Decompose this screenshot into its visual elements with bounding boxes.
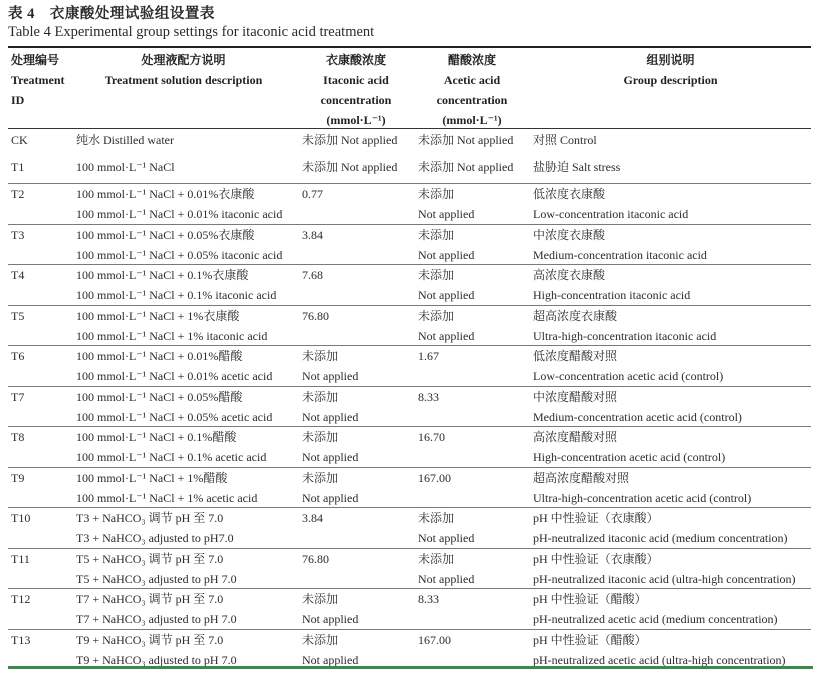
- cell-group: [533, 225, 707, 265]
- top-rule: [8, 46, 811, 48]
- cell-itaconic: [302, 427, 358, 467]
- header-text: concentration: [436, 93, 508, 107]
- cell-text: 对照 Control: [533, 133, 597, 147]
- header-text: ID: [11, 93, 25, 107]
- cell-text: 167.00: [418, 632, 451, 647]
- cell-text: 16.70: [418, 430, 445, 444]
- cell-text: 未添加 Not applied: [302, 160, 398, 174]
- cell-group: [533, 630, 786, 670]
- cell-acetic: [418, 184, 474, 224]
- cell-solution: [76, 589, 237, 629]
- cell-acetic: [418, 346, 439, 366]
- cell-solution: [76, 130, 174, 150]
- cell-text: Medium-concentration itaconic acid: [533, 247, 707, 262]
- header-acetic: [418, 50, 526, 130]
- cell-text: Not applied: [418, 207, 475, 221]
- cell-text: 未添加 Not applied: [302, 133, 398, 147]
- cell-text: Ultra-high-concentration itaconic acid: [533, 328, 717, 343]
- cell-group: [533, 589, 778, 629]
- cell-text: pH 中性验证（衣康酸）: [533, 551, 659, 566]
- cell-text: Not applied: [302, 612, 359, 626]
- cell-text: pH 中性验证（衣康酸）: [533, 511, 659, 525]
- cell-treatment-id: [11, 549, 30, 569]
- header-treatment-id: [11, 50, 65, 110]
- cell-text: 高浓度醋酸对照: [533, 430, 618, 444]
- cell-treatment-id: [11, 157, 24, 177]
- cell-itaconic: [302, 225, 323, 245]
- cell-text: 8.33: [418, 592, 439, 606]
- cell-group: [533, 130, 597, 150]
- table-row: [8, 130, 811, 154]
- cell-itaconic: [302, 130, 397, 150]
- cell-text: Not applied: [302, 369, 359, 383]
- cell-text: 未添加: [302, 632, 339, 647]
- cell-itaconic: [302, 549, 329, 569]
- header-text: Group description: [623, 73, 718, 87]
- cell-text: 8.33: [418, 389, 439, 404]
- cell-group: [533, 549, 796, 589]
- cell-text: Not applied: [302, 409, 359, 424]
- cell-treatment-id: [11, 265, 24, 285]
- cell-text: 100 mmol·L⁻¹ NaCl: [76, 160, 175, 174]
- cell-acetic: [418, 157, 513, 177]
- cell-text: Not applied: [418, 328, 475, 343]
- header-text: Acetic acid: [443, 73, 501, 87]
- cell-group: [533, 468, 751, 508]
- cell-text: 未添加: [302, 470, 339, 485]
- header-text: Treatment solution description: [104, 73, 263, 87]
- cell-text: 未添加: [418, 308, 455, 323]
- cell-text: 100 mmol·L⁻¹ NaCl + 0.05%衣康酸: [76, 227, 255, 242]
- cell-text: Not applied: [418, 288, 475, 302]
- header-solution: [76, 50, 291, 90]
- cell-text: CK: [11, 133, 28, 147]
- cell-text: High-concentration itaconic acid: [533, 288, 691, 302]
- cell-text: 167.00: [418, 470, 451, 485]
- cell-acetic: [418, 265, 474, 305]
- cell-text: pH-neutralized acetic acid (ultra-high concentration): [533, 652, 786, 667]
- cell-solution: [76, 265, 276, 305]
- cell-acetic: [418, 387, 439, 407]
- table-row: [8, 548, 811, 589]
- cell-text: 100 mmol·L⁻¹ NaCl + 0.1%醋酸: [76, 430, 237, 444]
- cell-solution: [76, 346, 272, 386]
- cell-text: T4: [11, 268, 25, 282]
- header-text: Itaconic acid: [323, 73, 389, 87]
- header-text: Treatment: [11, 73, 65, 87]
- header-text: concentration: [320, 93, 392, 107]
- cell-treatment-id: [11, 225, 24, 245]
- cell-text: Ultra-high-concentration acetic acid (control): [533, 490, 752, 505]
- cell-group: [533, 184, 688, 224]
- cell-group: [533, 306, 716, 346]
- cell-itaconic: [302, 306, 329, 326]
- cell-text: T1: [11, 160, 25, 174]
- cell-text: T7 + NaHCO₃ 调节 pH 至 7.0: [76, 592, 224, 606]
- cell-treatment-id: [11, 387, 24, 407]
- table-row: [8, 629, 811, 670]
- cell-text: T3 + NaHCO₃ 调节 pH 至 7.0: [76, 511, 224, 525]
- cell-itaconic: [302, 387, 358, 427]
- cell-text: T13: [11, 632, 31, 647]
- cell-itaconic: [302, 468, 358, 508]
- cell-text: 1.67: [418, 349, 439, 363]
- cell-solution: [76, 549, 237, 589]
- table-title-en: Table 4 Experimental group settings for itaconic acid treatment: [8, 24, 375, 40]
- cell-solution: [76, 387, 272, 427]
- cell-text: T7: [11, 389, 25, 404]
- cell-solution: [76, 157, 175, 177]
- cell-solution: [76, 468, 257, 508]
- cell-text: Low-concentration acetic acid (control): [533, 369, 724, 383]
- cell-text: Not applied: [418, 531, 475, 545]
- cell-solution: [76, 630, 237, 670]
- cell-text: Not applied: [302, 450, 359, 464]
- table-row: [8, 345, 811, 386]
- cell-text: 未添加: [302, 349, 339, 363]
- cell-text: 未添加: [418, 187, 455, 201]
- cell-text: T3 + NaHCO₃ adjusted to pH7.0: [76, 531, 234, 545]
- table-title-zh: 表 4 衣康酸处理试验组设置表: [8, 6, 215, 22]
- cell-group: [533, 346, 723, 386]
- cell-text: 未添加: [302, 592, 339, 606]
- cell-text: T10: [11, 511, 31, 525]
- cell-group: [533, 427, 725, 467]
- cell-text: 76.80: [302, 551, 329, 566]
- cell-acetic: [418, 508, 474, 548]
- cell-text: Not applied: [418, 247, 475, 262]
- cell-treatment-id: [11, 508, 30, 528]
- cell-text: 100 mmol·L⁻¹ NaCl + 0.05% acetic acid: [76, 409, 273, 424]
- cell-text: T9: [11, 470, 25, 485]
- cell-acetic: [418, 130, 513, 150]
- cell-text: 未添加: [302, 389, 339, 404]
- cell-text: 100 mmol·L⁻¹ NaCl + 1%醋酸: [76, 470, 228, 485]
- cell-text: T12: [11, 592, 31, 606]
- cell-treatment-id: [11, 427, 24, 447]
- table-row: [8, 305, 811, 346]
- header-rule: [8, 128, 811, 129]
- cell-text: T5 + NaHCO₃ 调节 pH 至 7.0: [76, 551, 224, 566]
- cell-text: 100 mmol·L⁻¹ NaCl + 0.01% acetic acid: [76, 369, 273, 383]
- cell-text: pH-neutralized acetic acid (medium concentration): [533, 612, 778, 626]
- cell-text: 76.80: [302, 308, 329, 323]
- cell-text: 高浓度衣康酸: [533, 268, 606, 282]
- table-row: [8, 264, 811, 305]
- cell-text: 100 mmol·L⁻¹ NaCl + 0.1%衣康酸: [76, 268, 249, 282]
- cell-itaconic: [302, 589, 358, 629]
- cell-text: 低浓度醋酸对照: [533, 349, 618, 363]
- cell-text: 低浓度衣康酸: [533, 187, 606, 201]
- cell-text: 未添加 Not applied: [418, 160, 514, 174]
- cell-solution: [76, 508, 234, 548]
- cell-text: T7 + NaHCO₃ adjusted to pH 7.0: [76, 612, 237, 626]
- cell-itaconic: [302, 630, 358, 670]
- cell-text: 中浓度醋酸对照: [533, 389, 618, 404]
- cell-text: T5: [11, 308, 25, 323]
- cell-text: 超高浓度醋酸对照: [533, 470, 630, 485]
- cell-treatment-id: [11, 346, 24, 366]
- cell-itaconic: [302, 265, 323, 285]
- cell-text: 100 mmol·L⁻¹ NaCl + 0.05%醋酸: [76, 389, 243, 404]
- cell-text: T8: [11, 430, 25, 444]
- cell-text: Not applied: [418, 571, 475, 586]
- cell-text: 未添加: [418, 551, 455, 566]
- cell-text: pH-neutralized itaconic acid (medium concentration): [533, 531, 788, 545]
- header-text: 组别说明: [646, 53, 695, 67]
- header-text: (mmol·L⁻¹): [326, 113, 386, 127]
- cell-text: 未添加: [418, 511, 455, 525]
- cell-text: 100 mmol·L⁻¹ NaCl + 1%衣康酸: [76, 308, 240, 323]
- cell-text: pH-neutralized itaconic acid (ultra-high concentration): [533, 571, 796, 586]
- cell-treatment-id: [11, 589, 30, 609]
- cell-text: 0.77: [302, 187, 323, 201]
- cell-solution: [76, 184, 282, 224]
- cell-text: 未添加 Not applied: [418, 133, 514, 147]
- cell-text: T11: [11, 551, 30, 566]
- cell-acetic: [418, 589, 439, 609]
- cell-text: T3: [11, 227, 25, 242]
- cell-itaconic: [302, 157, 397, 177]
- cell-text: 盐胁迫 Salt stress: [533, 160, 621, 174]
- cell-itaconic: [302, 508, 323, 528]
- header-text: 处理编号: [11, 53, 60, 67]
- table-row: [8, 183, 811, 224]
- cell-text: 100 mmol·L⁻¹ NaCl + 0.01% itaconic acid: [76, 207, 283, 221]
- table-row: [8, 467, 811, 508]
- cell-text: Not applied: [302, 490, 359, 505]
- table-row: [8, 507, 811, 548]
- cell-text: pH 中性验证（醋酸）: [533, 632, 647, 647]
- header-text: 衣康酸浓度: [325, 53, 386, 67]
- cell-text: 未添加: [302, 430, 339, 444]
- cell-text: Medium-concentration acetic acid (control): [533, 409, 742, 424]
- header-text: 处理液配方说明: [141, 53, 226, 67]
- header-group: [533, 50, 808, 90]
- cell-text: 100 mmol·L⁻¹ NaCl + 1% itaconic acid: [76, 328, 268, 343]
- cell-solution: [76, 225, 282, 265]
- cell-acetic: [418, 468, 451, 488]
- bottom-rule: [8, 666, 813, 669]
- cell-group: [533, 157, 620, 177]
- cell-text: 未添加: [418, 268, 455, 282]
- cell-text: 100 mmol·L⁻¹ NaCl + 1% acetic acid: [76, 490, 258, 505]
- cell-text: Not applied: [302, 652, 359, 667]
- cell-solution: [76, 427, 266, 467]
- cell-text: 100 mmol·L⁻¹ NaCl + 0.05% itaconic acid: [76, 247, 283, 262]
- cell-acetic: [418, 225, 474, 265]
- header-text: 醋酸浓度: [447, 53, 496, 67]
- cell-text: pH 中性验证（醋酸）: [533, 592, 647, 606]
- cell-acetic: [418, 306, 474, 346]
- cell-text: 100 mmol·L⁻¹ NaCl + 0.01%衣康酸: [76, 187, 255, 201]
- cell-text: 3.84: [302, 227, 323, 242]
- cell-text: 中浓度衣康酸: [533, 227, 606, 242]
- cell-acetic: [418, 427, 445, 447]
- cell-text: High-concentration acetic acid (control): [533, 450, 726, 464]
- cell-group: [533, 265, 690, 305]
- cell-acetic: [418, 630, 451, 650]
- cell-treatment-id: [11, 184, 24, 204]
- cell-solution: [76, 306, 267, 346]
- cell-group: [533, 508, 788, 548]
- cell-text: T9 + NaHCO₃ adjusted to pH 7.0: [76, 652, 237, 667]
- cell-text: Low-concentration itaconic acid: [533, 207, 689, 221]
- table-row: [8, 157, 811, 181]
- cell-text: 7.68: [302, 268, 323, 282]
- cell-text: T6: [11, 349, 25, 363]
- table-row: [8, 386, 811, 427]
- cell-text: 100 mmol·L⁻¹ NaCl + 0.01%醋酸: [76, 349, 243, 363]
- table-row: [8, 426, 811, 467]
- cell-text: 纯水 Distilled water: [76, 133, 174, 147]
- table-row: [8, 588, 811, 629]
- cell-text: T2: [11, 187, 25, 201]
- cell-treatment-id: [11, 306, 24, 326]
- header-itaconic: [302, 50, 410, 130]
- cell-text: T9 + NaHCO₃ 调节 pH 至 7.0: [76, 632, 224, 647]
- header-text: (mmol·L⁻¹): [442, 113, 502, 127]
- cell-acetic: [418, 549, 474, 589]
- cell-text: T5 + NaHCO₃ adjusted to pH 7.0: [76, 571, 237, 586]
- cell-group: [533, 387, 742, 427]
- cell-treatment-id: [11, 130, 28, 150]
- cell-text: 3.84: [302, 511, 323, 525]
- cell-text: 100 mmol·L⁻¹ NaCl + 0.1% itaconic acid: [76, 288, 277, 302]
- cell-text: 未添加: [418, 227, 455, 242]
- cell-text: 超高浓度衣康酸: [533, 308, 618, 323]
- cell-treatment-id: [11, 468, 24, 488]
- cell-text: 100 mmol·L⁻¹ NaCl + 0.1% acetic acid: [76, 450, 267, 464]
- table-row: [8, 224, 811, 265]
- cell-itaconic: [302, 346, 358, 386]
- cell-treatment-id: [11, 630, 30, 650]
- cell-itaconic: [302, 184, 323, 204]
